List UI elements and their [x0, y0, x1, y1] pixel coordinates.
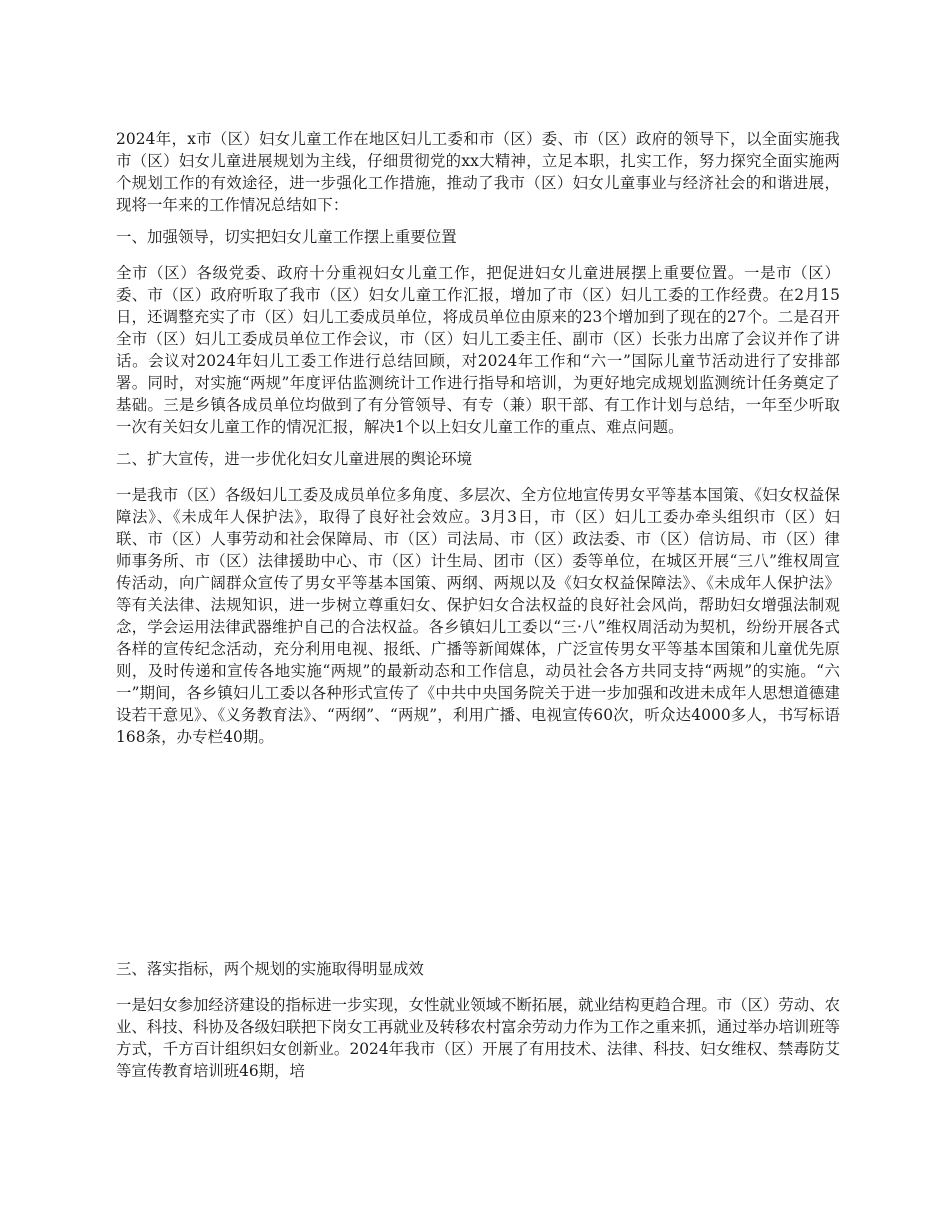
section2-heading: 二、扩大宣传，进一步优化妇女儿童进展的舆论环境 [116, 450, 473, 468]
section3-heading: 三、落实指标，两个规划的实施取得明显成效 [116, 960, 424, 978]
section2-paragraph: 一是我市（区）各级妇儿工委及成员单位多角度、多层次、全方位地宣传男女平等基本国策、《妇女权益保障法》、《未成年人保护法》，取得了良好社会效应。3月3日，市（区）妇儿工委办牵头组织市（区）妇联、市（区）人事劳动和社会保障局、市（区）司法局、市（区）政法委、市（区）信访局、市（区）律师事务所、市（区）法律援助中心、市（区）计生局、团市（区）委等单位，在城区开展“三八”维权周宣传活动，向广阔群众宣传了男女平等基本国策、两纲、两规以及《妇女权益保障法》、《未成年人保护法》等有关法律、法规知识，进一步树立尊重妇女、保护妇女合法权益的良好社会风尚，帮助妇女增强法制观念，学会运用法律武器维护自己的合法权益。各乡镇妇儿工委以“三·八”维权周活动为契机，纷纷开展各式各样的宣传纪念活动，充分利用电视、报纸、广播等新闻媒体，广泛宣传男女平等基本国策和儿童优先原则，及时传递和宣传各地实施“两规”的最新动态和工作信息，动员社会各方共同支持“两规”的实施。“六一”期间，各乡镇妇儿工委以各种形式宣传了《中共中央国务院关于进一步加强和改进未成年人思想道德建设若干意见》、《义务教育法》、“两纲”、“两规”，利用广播、电视宣传60次，听众达4000多人，书写标语168条，办专栏40期。 [116, 486, 840, 746]
section1-paragraph: 全市（区）各级党委、政府十分重视妇女儿童工作，把促进妇女儿童进展摆上重要位置。一是市（区）委、市（区）政府听取了我市（区）妇女儿童工作汇报，增加了市（区）妇儿工委的工作经费。在2月15日，还调整充实了市（区）妇儿工委成员单位，将成员单位由原来的23个增加到了现在的27个。二是召开全市（区）妇儿工委成员单位工作会议，市（区）妇儿工委主任、副市（区）长张力出席了会议并作了讲话。会议对2024年妇儿工委工作进行总结回顾，对2024年工作和“六一”国际儿童节活动进行了安排部署。同时，对实施“两规”年度评估监测统计工作进行指导和培训，为更好地完成规划监测统计任务奠定了基础。三是乡镇各成员单位均做到了有分管领导、有专（兼）职干部、有工作计划与总结，一年至少听取一次有关妇女儿童工作的情况汇报，解决1个以上妇女儿童工作的重点、难点问题。 [116, 264, 840, 436]
document-body-bottom [116, 958, 840, 1082]
section1-heading: 一、加强领导，切实把妇女儿童工作摆上重要位置 [116, 228, 457, 246]
intro-paragraph: 2024年，x市（区）妇女儿童工作在地区妇儿工委和市（区）委、市（区）政府的领导下，以全面实施我市（区）妇女儿童进展规划为主线，仔细贯彻党的xx大精神，立足本职，扎实工作，努力探究全面实施两个规划工作的有效途径，进一步强化工作措施，推动了我市（区）妇女儿童事业与经济社会的和谐进展，现将一年来的工作情况总结如下： [116, 130, 840, 214]
section3-paragraph: 一是妇女参加经济建设的指标进一步实现，女性就业领域不断拓展，就业结构更趋合理。市（区）劳动、农业、科技、科协及各级妇联把下岗女工再就业及转移农村富余劳动力作为工作之重来抓，通过举办培训班等方式，千方百计组织妇女创新业。2024年我市（区）开展了有用技术、法律、科技、妇女维权、禁毒防艾等宣传教育培训班46期，培 [116, 996, 840, 1080]
document-body-top [116, 128, 840, 748]
